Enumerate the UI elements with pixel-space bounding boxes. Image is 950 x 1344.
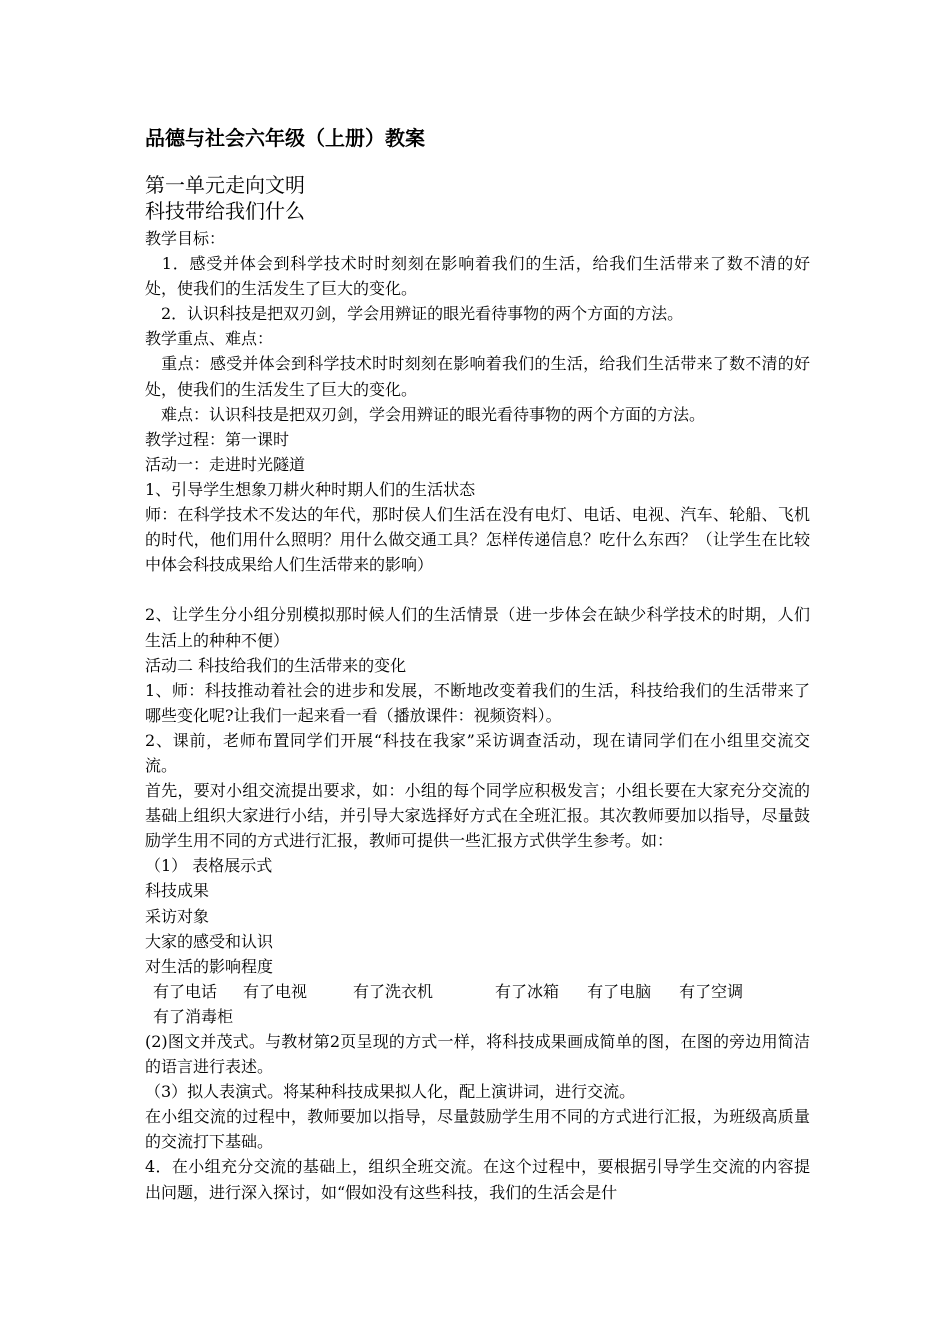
paragraph: 活动一：走进时光隧道 [145,454,306,474]
paragraph: 首先，要对小组交流提出要求，如：小组的每个同学应积极发言；小组长要在大家充分交流的基础上组织大家进行小结，并引导大家选择好方式在全班汇报。其次教师要加以指导，尽量鼓励学生用不同的方式进行汇报，教师可提供一些汇报方式供学生参考。如： [145,781,810,851]
table-header-cell: 科技成果 [145,881,210,901]
paragraph: (2)图文并茂式。与教材第2页呈现的方式一样，将科技成果画成简单的图，在图的旁边用简洁的语言进行表述。 [145,1032,810,1077]
paragraph: 活动二 科技给我们的生活带来的变化 [145,655,407,675]
tech-item: 有了电脑 [587,981,652,1001]
document-body [145,226,810,1205]
lesson-heading: 科技带给我们什么 [145,199,305,223]
tech-item: 有了空调 [679,981,744,1001]
paragraph: 教学目标： [145,229,226,248]
paragraph: （1） 表格展示式 [145,856,273,876]
tech-item: 有了冰箱 [495,981,560,1001]
tech-item: 有了电视 [243,981,308,1001]
paragraph: 2．认识科技是把双刃剑，学会用辨证的眼光看待事物的两个方面的方法。 [145,304,684,324]
tech-items-row [145,979,810,1029]
table-header-cell: 对生活的影响程度 [145,956,274,976]
unit-heading: 第一单元走向文明 [145,173,305,197]
tech-item: 有了洗衣机 [353,981,434,1001]
paragraph: 重点：感受并体会到科学技术时时刻刻在影响着我们的生活，给我们生活带来了数不清的好处，使我们的生活发生了巨大的变化。 [145,354,810,399]
document-title: 品德与社会六年级（上册）教案 [145,126,425,150]
paragraph: 2、课前，老师布置同学们开展“科技在我家”采访调查活动，现在请同学们在小组里交流交流。 [145,730,810,775]
paragraph: 1．感受并体会到科学技术时时刻刻在影响着我们的生活，给我们生活带来了数不清的好处，使我们的生活发生了巨大的变化。 [145,254,810,299]
tech-item: 有了电话 [153,981,218,1001]
table-header-cell: 采访对象 [145,906,210,926]
paragraph: 在小组交流的过程中，教师要加以指导，尽量鼓励学生用不同的方式进行汇报，为班级高质量的交流打下基础。 [145,1107,810,1152]
paragraph: 1、师：科技推动着社会的进步和发展，不断地改变着我们的生活，科技给我们的生活带来了哪些变化呢?让我们一起来看一看（播放课件：视频资料）。 [145,680,810,725]
paragraph: 教学过程：第一课时 [145,429,290,449]
paragraph: 4．在小组充分交流的基础上，组织全班交流。在这个过程中，要根据引导学生交流的内容提出问题，进行深入探讨，如“假如没有这些科技，我们的生活会是什 [145,1157,810,1202]
paragraph: 1、引导学生想象刀耕火种时期人们的生活状态 [145,479,476,499]
table-header-cell: 大家的感受和认识 [145,931,274,951]
paragraph: 2、让学生分小组分别模拟那时候人们的生活情景（进一步体会在缺少科学技术的时期，人们生活上的种种不便） [145,605,810,650]
paragraph: （3）拟人表演式。将某种科技成果拟人化，配上演讲词，进行交流。 [145,1082,636,1102]
tech-item: 有了消毒柜 [153,1006,234,1026]
blank-line [145,577,810,602]
paragraph: 难点：认识科技是把双刃剑，学会用辨证的眼光看待事物的两个方面的方法。 [145,404,706,424]
paragraph: 教学重点、难点： [145,329,274,349]
paragraph: 师：在科学技术不发达的年代，那时侯人们生活在没有电灯、电话、电视、汽车、轮船、飞机的时代，他们用什么照明？用什么做交通工具？怎样传递信息？吃什么东西？（让学生在比较中体会科技成果给人们生活带来的影响） [145,505,810,575]
